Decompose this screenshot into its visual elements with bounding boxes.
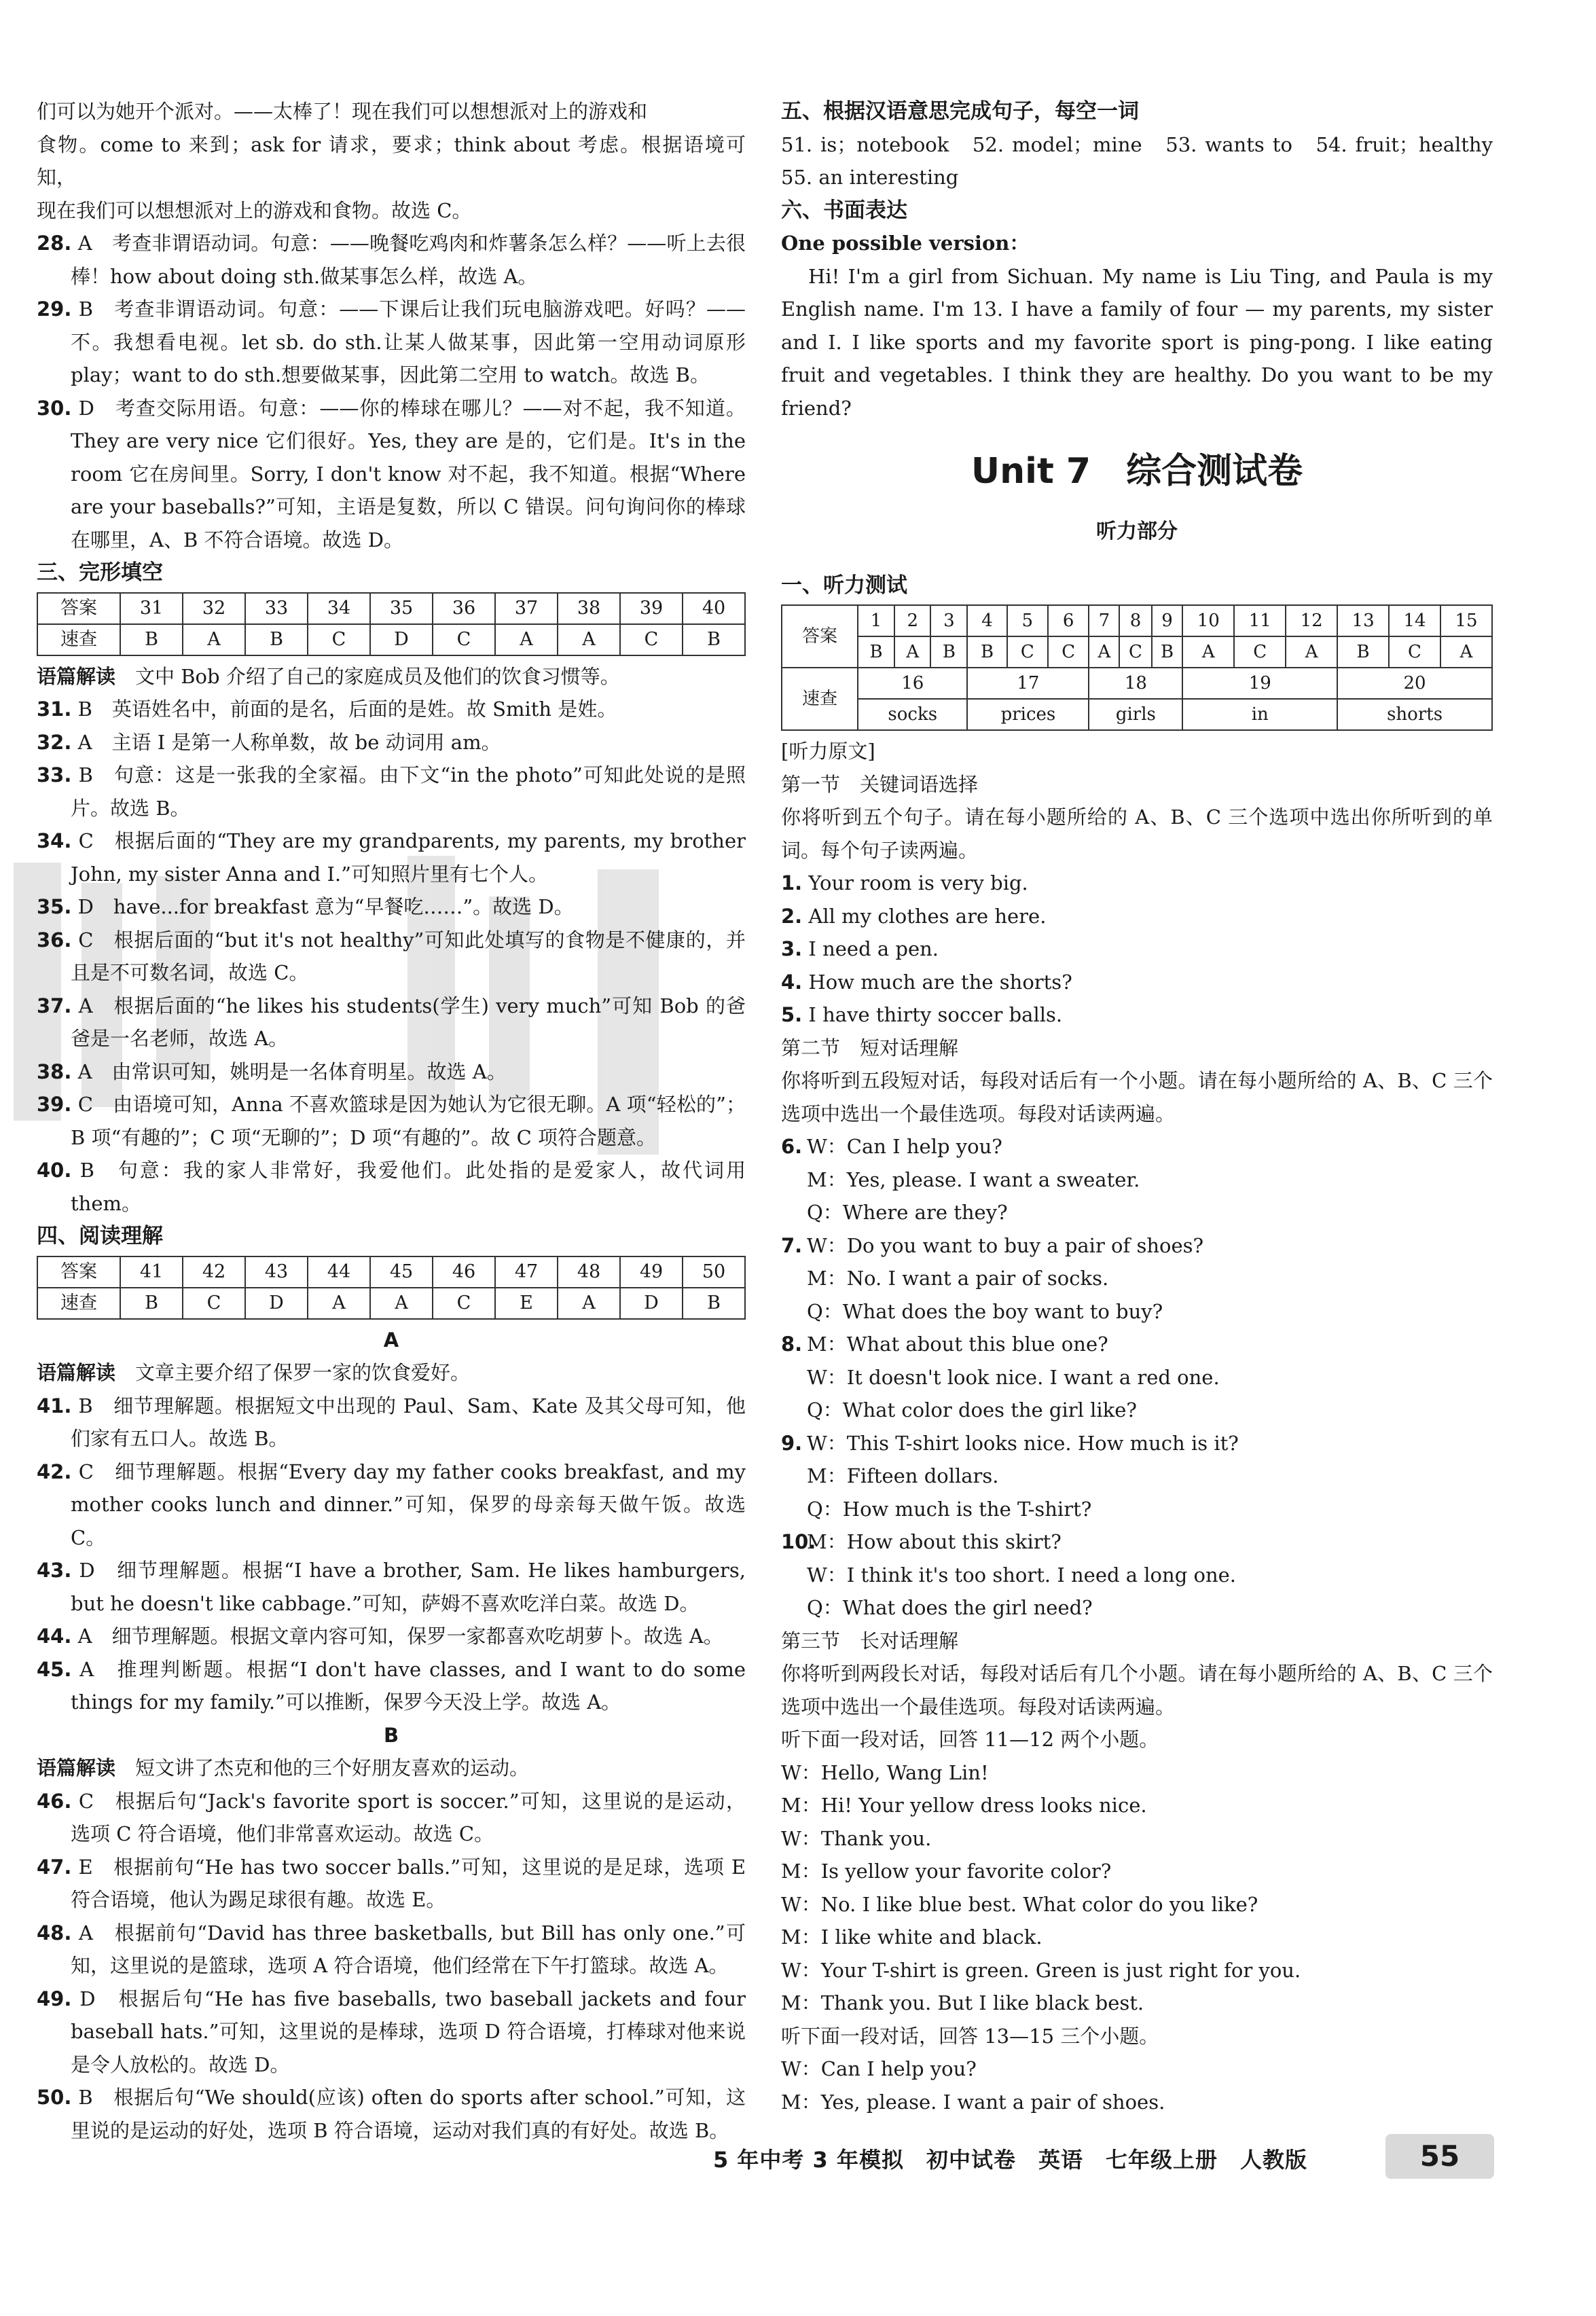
dialog-line [781,1196,1493,1229]
dialog-line: M：I like white and black. [781,1925,1042,1949]
item-number: 49. [37,1987,72,2010]
table-cell-number: 10 [1182,605,1234,636]
reading-answer-table [37,1256,746,1320]
table-cell-answer: D [620,1288,683,1319]
table-cell-number: 50 [683,1256,745,1288]
item-text: A 推理判断题。根据“I don't have classes, and I want to do some things for my family.”可以推断，保罗今天没上学。故选 A。 [71,1657,746,1714]
part1-title: 第一节 关键词语选择 [781,772,979,796]
item-number: 40. [37,1159,72,1182]
table-cell-number: 13 [1337,605,1389,636]
item-number: 3. [781,937,803,960]
table-cell-answer: D [370,624,433,655]
sample-essay: Hi! I'm a girl from Sichuan. My name is Liu Ting, and Paula is my English name. I'm 13. I have a family of four — my parents, my sister and I. I like sports and my favorite sport is ping-pong. I like eating fruit and vegetables. I think they are healthy. Do you want to be my friend? [781,264,1493,420]
item-number: 42. [37,1460,72,1483]
dialog-text: W：It doesn't look nice. I want a red one. [807,1365,1220,1389]
table-cell-answer: A [894,636,930,668]
table-row-label: 答案 [782,605,858,668]
dialog-line [781,1559,1493,1592]
table-cell-number: 42 [183,1256,245,1288]
translation-answers: 51. is；notebook 52. model；mine 53. wants to 54. fruit；healthy 55. an interesting [781,132,1513,189]
answer-item [37,293,746,392]
dialog-text: Q：How much is the T-shirt? [807,1497,1092,1521]
dialog-line: M：Hi! Your yellow dress looks nice. [781,1794,1147,1817]
table-cell-number: 11 [1234,605,1286,636]
answer-item [37,990,746,1055]
dialog-line [781,1394,1493,1427]
item-text: D 根据后句“He has five baseballs, two baseball jackets and four baseball hats.”可知，这里说的是棒球，选项 D 符合语境，打棒球对他来说是令人放松的。故选 D。 [71,1987,746,2076]
item-text: B 句意：我的家人非常好，我爱他们。此处指的是爱家人，故代词用 them。 [71,1159,746,1215]
dialog-line [781,1591,1493,1625]
dialog-line: W：Hello, Wang Lin! [781,1760,989,1784]
answer-item [37,890,746,924]
items-41-45 [37,1390,746,1719]
item-text: C 根据后面的“but it's not healthy”可知此处填写的食物是不健康的，并且是不可数名词，故选 C。 [71,928,746,984]
dialog-text: M：How about this skirt? [807,1530,1062,1553]
answer-item [781,867,1493,900]
answer-item [37,392,746,557]
answer-item [37,693,746,726]
table-cell-answer: A [558,1288,620,1319]
dialog2 [781,2052,1493,2118]
section-writing-title: 六、书面表达 [781,198,907,223]
table-cell-number: 14 [1389,605,1440,636]
item-text: All my clothes are here. [808,904,1047,928]
table-cell-answer: prices [967,699,1089,730]
table-cell-answer: B [683,1288,745,1319]
item-number: 29. [37,297,72,321]
table-cell-number: 17 [967,668,1089,699]
analysis-text: 文章主要介绍了保罗一家的饮食爱好。 [115,1361,471,1384]
item-text: A 细节理解题。根据文章内容可知，保罗一家都喜欢吃胡萝卜。故选 A。 [77,1625,723,1648]
table-cell-answer: C [620,624,683,655]
table-cell-number: 20 [1337,668,1492,699]
intro-line: 们可以为她开个派对。——太棒了！现在我们可以想想派对上的游戏和 [37,100,648,123]
item-number: 31. [37,698,72,721]
answer-item [781,900,1493,933]
table-cell-number: 4 [967,605,1006,636]
item-number: 39. [37,1093,72,1116]
item-text: D 考查交际用语。句意：——你的棒球在哪儿？——对不起，我不知道。They are very nice 它们很好。Yes, they are 是的，它们是。It's in the room 它在房间里。Sorry, I don't know 对不起，我不知道。根据“Where are your baseballs?”可知，主语是复数，所以 C 错误。问句询问你的棒球在哪里，A、B 不符合语境。故选 D。 [71,396,746,551]
item-number: 50. [37,2086,72,2109]
table-cell-number: 46 [433,1256,495,1288]
table-cell-answer: C [1119,636,1151,668]
table-cell-answer: B [1152,636,1183,668]
answer-item [37,1390,746,1455]
dialog-line: W：Can I help you? [781,2057,977,2080]
listening-part-title: 听力部分 [1096,520,1178,543]
passage-analysis-b [37,1752,746,1785]
answer-item [781,933,1493,966]
right-column [781,95,1513,2118]
part-a-label: A [383,1328,399,1352]
table-cell-answer: shorts [1337,699,1492,730]
item-text: C 根据后面的“They are my grandparents, my parents, my brother John, my sister Anna and I.”可知照片里有七个人。 [71,829,746,886]
table-cell-number: 43 [245,1256,308,1288]
item-text: B 英语姓名中，前面的是名，后面的是姓。故 Smith 是姓。 [77,698,617,721]
dialog-line [781,1427,1493,1460]
table-cell-number: 15 [1440,605,1492,636]
item-text: A 根据后面的“he likes his students(学生) very much”可知 Bob 的爸爸是一名老师，故选 A。 [71,994,746,1050]
dialog-text: M：No. I want a pair of socks. [807,1267,1109,1290]
dialog1-intro: 听下面一段对话，回答 11—12 两个小题。 [781,1728,1159,1751]
table-cell-answer: A [183,624,245,655]
item-number: 35. [37,895,72,918]
item-number: 38. [37,1060,72,1083]
part1-items [781,867,1493,1032]
answer-item [37,1917,746,1983]
dialog-line [781,1130,1493,1163]
table-cell-number: 34 [308,593,370,624]
intro-line: 食物。come to 来到；ask for 请求，要求；think about 考虑。根据语境可知， [37,132,746,189]
script-label: [听力原文] [781,740,875,763]
dialog2-intro: 听下面一段对话，回答 13—15 三个小题。 [781,2024,1159,2048]
part-b-label: B [383,1723,399,1747]
section-translation-title: 五、根据汉语意思完成句子，每空一词 [781,99,1139,124]
page-number: 55 [1385,2134,1494,2179]
table-cell-answer: B [683,624,745,655]
answer-item [781,966,1493,999]
item-number: 47. [37,1855,72,1879]
table-cell-number: 36 [433,593,495,624]
table-cell-answer: B [245,624,308,655]
footer-book-title: 5 年中考 3 年模拟 初中试卷 英语 七年级上册 人教版 [713,2147,1307,2173]
item-number: 34. [37,829,72,852]
item-text: B 细节理解题。根据短文中出现的 Paul、Sam、Kate 及其父母可知，他们家有五口人。故选 B。 [71,1394,746,1450]
item-number: 4. [781,970,803,994]
answer-item [37,726,746,759]
table-cell-number: 48 [558,1256,620,1288]
dialog-text: Q：What does the girl need? [807,1596,1093,1619]
answer-item [37,1088,746,1154]
item-text: A 主语 I 是第一人称单数，故 be 动词用 am。 [77,730,501,754]
table-cell-answer: B [120,624,183,655]
table-cell-answer: D [245,1288,308,1319]
part3-instructions: 你将听到两段长对话，每段对话后有几个小题。请在每小题所给的 A、B、C 三个选项中选出一个最佳选项。每段对话读两遍。 [781,1662,1493,1718]
table-cell-number: 18 [1089,668,1182,699]
table-cell-answer: C [433,1288,495,1319]
table-cell-answer: girls [1089,699,1182,730]
table-cell-number: 38 [558,593,620,624]
table-cell-number: 49 [620,1256,683,1288]
part1-instructions: 你将听到五个句子。请在每小题所给的 A、B、C 三个选项中选出你所听到的单词。每个句子读两遍。 [781,806,1493,862]
item-text: B 句意：这是一张我的全家福。由下文“in the photo”可知此处说的是照片。故选 B。 [71,763,746,820]
analysis-label: 语篇解读 [37,1361,116,1384]
item-number: 37. [37,994,72,1017]
dialog-text: Q：What does the boy want to buy? [807,1299,1163,1323]
table-cell-answer: B [120,1288,183,1319]
table-cell-answer: B [1337,636,1389,668]
answer-item [37,1851,746,1917]
dialog-text: W：This T-shirt looks nice. How much is it? [807,1431,1239,1455]
table-cell-number: 16 [858,668,967,699]
item-text: E 根据前句“He has two soccer balls.”可知，这里说的是足球，选项 E 符合语境，他认为踢足球很有趣。故选 E。 [71,1855,746,1911]
item-text: C 细节理解题。根据“Every day my father cooks breakfast, and my mother cooks lunch and dinner.”可知，保罗的母亲每天做午饭。故选 C。 [71,1460,746,1549]
intro-line: 现在我们可以想想派对上的游戏和食物。故选 C。 [37,198,472,222]
answer-item [781,998,1493,1032]
table-cell-answer: A [495,624,558,655]
item-text: How much are the shorts? [808,970,1072,994]
item-number: 7. [781,1233,803,1257]
item-text: I have thirty soccer balls. [808,1003,1063,1026]
version-label: One possible version： [781,232,1030,255]
analysis-text: 文中 Bob 介绍了自己的家庭成员及他们的饮食习惯等。 [115,664,620,688]
dialog-line: W：Thank you. [781,1826,932,1850]
answer-item [37,1455,746,1555]
item-text: D 细节理解题。根据“I have a brother, Sam. He likes hamburgers, but he doesn't like cabbage.”可知，萨姆不喜欢吃洋白菜。故选 D。 [71,1559,746,1615]
table-cell-answer: C [183,1288,245,1319]
dialog-line [781,1328,1493,1361]
table-cell-number: 39 [620,593,683,624]
dialog-line [781,1163,1493,1197]
answer-item [37,2081,746,2147]
table-row-label: 速查 [37,624,120,655]
dialog-text: Q：What color does the girl like? [807,1398,1137,1422]
table-cell-number: 3 [930,605,967,636]
part2-title: 第二节 短对话理解 [781,1036,959,1060]
table-cell-number: 35 [370,593,433,624]
table-cell-answer: socks [858,699,967,730]
table-cell-answer: A [1182,636,1234,668]
item-text: A 根据前句“David has three basketballs, but Bill has only one.”可知，这里说的是篮球，选项 A 符合语境，他们经常在下午打篮球。故选 A。 [71,1921,746,1977]
item-text: B 考查非谓语动词。句意：——下课后让我们玩电脑游戏吧。好吗？——不。我想看电视。let sb. do sth.让某人做某事，因此第一空用动词原形 play；want to do sth.想要做某事，因此第二空用 to watch。故选 B。 [71,297,746,386]
table-cell-number: 41 [120,1256,183,1288]
table-cell-answer: A [558,624,620,655]
table-cell-number: 40 [683,593,745,624]
item-text: I need a pen. [808,937,939,960]
intro-paragraph [37,95,746,227]
table-cell-answer: A [1440,636,1492,668]
table-row-label: 答案 [37,593,120,624]
passage-analysis-a [37,1356,746,1390]
table-cell-number: 33 [245,593,308,624]
dialog-line [781,1262,1493,1295]
dialog-line [781,1525,1493,1559]
table-cell-number: 6 [1048,605,1089,636]
table-row-label: 速查 [37,1288,120,1319]
item-number: 44. [37,1625,72,1648]
table-cell-number: 2 [894,605,930,636]
table-cell-number: 9 [1152,605,1183,636]
answer-item [37,1055,746,1089]
part3-title: 第三节 长对话理解 [781,1629,959,1652]
dialog-line [781,1361,1493,1394]
table-cell-number: 31 [120,593,183,624]
table-cell-number: 19 [1182,668,1337,699]
item-number: 9. [781,1431,803,1455]
dialog-text: M：Fifteen dollars. [807,1464,999,1487]
cloze-answer-table [37,592,746,656]
table-cell-answer: C [1389,636,1440,668]
table-cell-answer: C [1234,636,1286,668]
item-number: 43. [37,1559,72,1582]
item-number: 5. [781,1003,803,1026]
item-number: 33. [37,763,72,786]
table-cell-number: 44 [308,1256,370,1288]
table-cell-answer: B [930,636,967,668]
table-cell-answer: B [858,636,894,668]
unit-title: Unit 7 综合测试卷 [971,451,1303,492]
section-cloze-title: 三、完形填空 [37,560,163,585]
analysis-text: 短文讲了杰克和他的三个好朋友喜欢的运动。 [115,1756,530,1779]
dialog1 [781,1756,1493,2020]
dialog-text: M：Yes, please. I want a sweater. [807,1168,1140,1191]
dialog-text: M：What about this blue one? [807,1333,1108,1356]
item-number: 8. [781,1333,803,1356]
item-number: 2. [781,904,803,928]
table-cell-number: 32 [183,593,245,624]
dialog-line: W：Your T-shirt is green. Green is just right for you. [781,1958,1301,1982]
item-text: C 根据后句“Jack's favorite sport is soccer.”可知，这里说的是运动，选项 C 符合语境，他们非常喜欢运动。故选 C。 [71,1789,746,1845]
item-number: 36. [37,928,72,952]
part2-items [781,1130,1493,1625]
table-cell-number: 8 [1119,605,1151,636]
table-cell-number: 37 [495,593,558,624]
items-46-50 [37,1785,746,2148]
passage-analysis [37,660,746,693]
analysis-label: 语篇解读 [37,1756,116,1779]
dialog-text: W：Do you want to buy a pair of shoes? [807,1233,1204,1257]
items-31-40 [37,693,746,1220]
item-text: D have...for breakfast 意为“早餐吃……”。故选 D。 [77,895,574,918]
dialog-line [781,1460,1493,1493]
table-cell-answer: C [433,624,495,655]
table-cell-answer: B [967,636,1006,668]
table-cell-answer: E [495,1288,558,1319]
item-number: 46. [37,1789,72,1813]
item-number: 32. [37,730,72,754]
dialog-line: M：Yes, please. I want a pair of shoes. [781,2090,1165,2114]
answer-item [37,1554,746,1620]
dialog-line [781,1295,1493,1328]
answer-item [37,1154,746,1220]
item-number: 28. [37,232,72,255]
section-reading-title: 四、阅读理解 [37,1224,163,1248]
table-cell-answer: A [1286,636,1337,668]
answer-item [37,1785,746,1851]
table-cell-answer: A [370,1288,433,1319]
item-text: A 由常识可知，姚明是一名体育明星。故选 A。 [77,1060,507,1083]
item-text: B 根据后句“We should(应该) often do sports after school.”可知，这里说的是运动的好处，选项 B 符合语境，运动对我们真的有好处。故选 B。 [71,2086,746,2142]
item-text: A 考查非谓语动词。句意：——晚餐吃鸡肉和炸薯条怎么样？——听上去很棒！how about doing sth.做某事怎么样，故选 A。 [71,232,746,288]
left-column [37,95,746,2147]
answer-item [37,825,746,890]
dialog-line: W：No. I like blue best. What color do you like? [781,1892,1258,1916]
table-cell-answer: A [1089,636,1119,668]
table-cell-number: 12 [1286,605,1337,636]
answer-item [37,1653,746,1719]
dialog-text: W：Can I help you? [807,1135,1002,1158]
dialog-line [781,1229,1493,1263]
item-text: Your room is very big. [808,871,1028,894]
answer-item [37,759,746,825]
dialog-line [781,1493,1493,1526]
dialog-line: M：Is yellow your favorite color? [781,1860,1112,1883]
answer-item [37,227,746,293]
table-cell-number: 47 [495,1256,558,1288]
part2-instructions: 你将听到五段短对话，每段对话后有一个小题。请在每小题所给的 A、B、C 三个选项中选出一个最佳选项。每段对话读两遍。 [781,1069,1493,1125]
table-cell-number: 45 [370,1256,433,1288]
item-number: 30. [37,396,72,420]
item-number: 6. [781,1135,803,1158]
item-number: 41. [37,1394,72,1417]
items-28-30 [37,227,746,556]
table-cell-answer: C [308,624,370,655]
dialog-text: W：I think it's too short. I need a long one. [807,1563,1236,1587]
item-text: C 由语境可知，Anna 不喜欢篮球是因为她认为它很无聊。A 项“轻松的”；B 项“有趣的”；C 项“无聊的”；D 项“有趣的”。故 C 项符合题意。 [71,1093,746,1149]
table-cell-answer: C [1007,636,1048,668]
dialog-line: M：Thank you. But I like black best. [781,1991,1144,2014]
answer-item [37,1983,746,2082]
section-listening-title: 一、听力测试 [781,573,907,598]
table-cell-number: 1 [858,605,894,636]
table-cell-answer: A [308,1288,370,1319]
item-number: 10. [781,1530,816,1553]
item-number: 48. [37,1921,72,1944]
table-cell-answer: C [1048,636,1089,668]
answer-item [37,924,746,990]
item-number: 45. [37,1657,72,1681]
table-cell-answer: in [1182,699,1337,730]
dialog-text: Q：Where are they? [807,1201,1008,1224]
item-number: 1. [781,871,803,894]
table-cell-number: 5 [1007,605,1048,636]
listening-answer-table [781,604,1493,731]
analysis-label: 语篇解读 [37,664,116,688]
table-row-label: 答案 [37,1256,120,1288]
table-cell-number: 7 [1089,605,1119,636]
table-row-label: 速查 [782,668,858,730]
answer-item [37,1620,746,1653]
